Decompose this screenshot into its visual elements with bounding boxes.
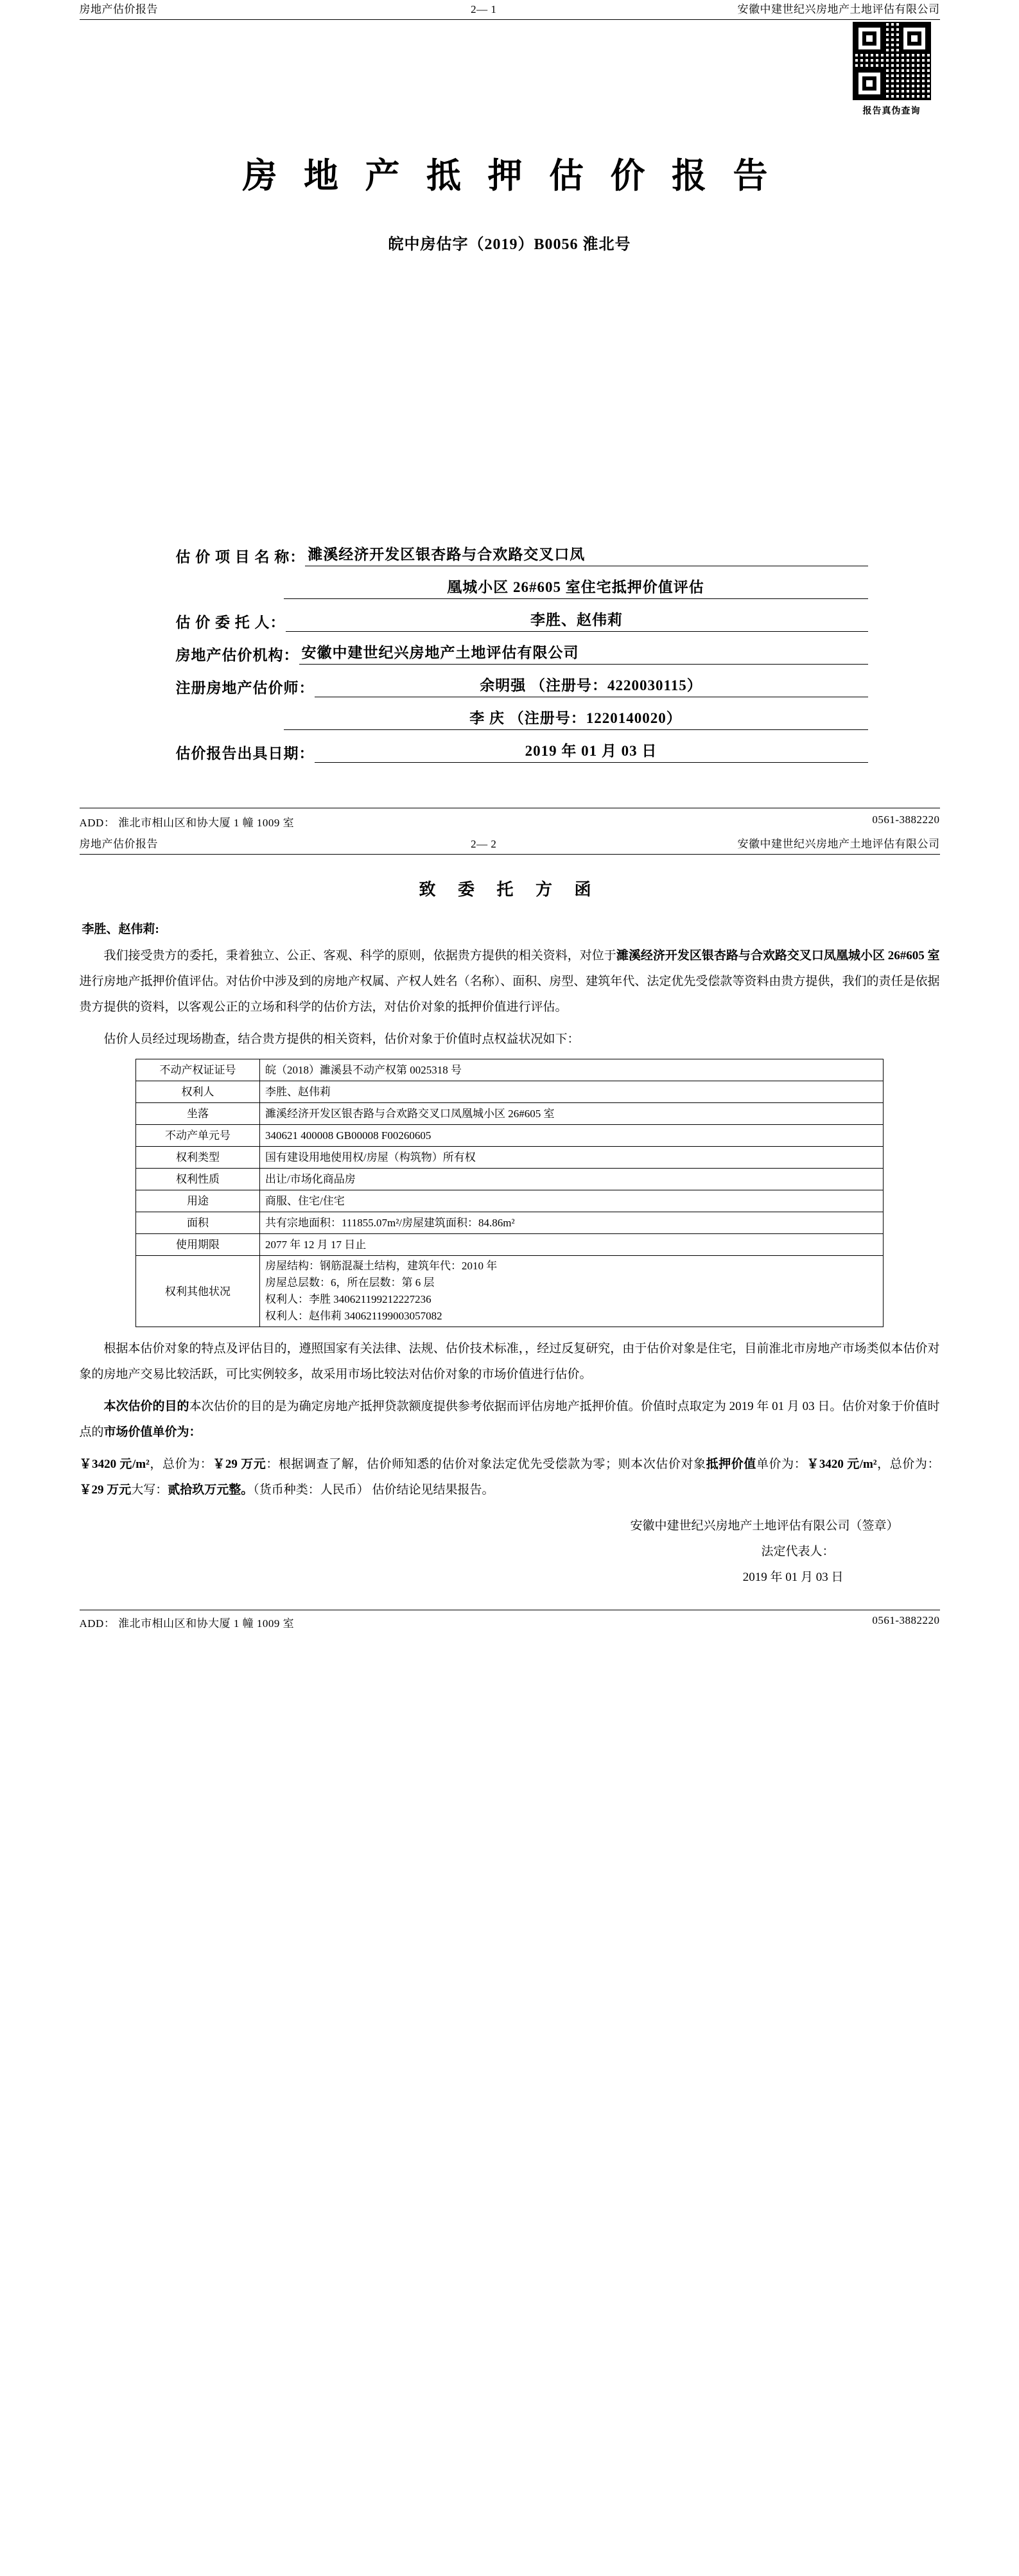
para4-part-a: 本次估价的目的是为确定房地产抵押贷款额度提供参考依据而评估房地产抵押价值。价值时点取定为 2019 年 01 月 03 日。估价对象于价值时点的 — [79, 1400, 940, 1439]
running-head-left: 房地产估价报告 — [79, 3, 158, 15]
field-value: 2019 年 01 月 03 日 — [315, 739, 868, 763]
running-foot-page1 — [80, 808, 940, 830]
running-foot-phone: 0561-3882220 — [872, 814, 940, 826]
table-row — [136, 1059, 884, 1081]
row-key: 权利其他状况 — [136, 1256, 260, 1327]
row-value-line: 房屋结构：钢筋混凝土结构，建筑年代：2010 年 — [265, 1260, 498, 1272]
field-label: 注册房地产估价师： — [175, 680, 315, 696]
field-value: 安徽中建世纪兴房地产土地评估有限公司 — [299, 641, 868, 665]
table-row — [136, 1147, 884, 1169]
paragraph-3: 根据本估价对象的特点及评估目的，遵照国家有关法律、法规、估价技术标准，，经过反复研究，由于估价对象是住宅，目前淮北市房地产市场类似本估价对象的房地产交易比较活跃，可比实例较多，故采用市场比较法对估价对象的市场价值进行估价。 — [79, 1342, 940, 1381]
row-key: 不动产单元号 — [136, 1125, 260, 1147]
para5-mid-2: ：根据调查了解，估价师知悉的估价对象法定优先受偿款为零；则本次估价对象 — [266, 1458, 706, 1471]
running-head-2 — [80, 835, 940, 855]
paragraph-5 — [80, 1452, 940, 1503]
field-label: 估 价 委 托 人： — [175, 614, 286, 631]
para1-part-b: 进行房地产抵押价值评估。对估价中涉及到的房地产权属、产权人姓名（名称）、面积、房型、建筑年代、法定优先受偿款等资料由贵方提供，我们的责任是依据贵方提供的资料，以客观公正的立场和科学的估价方法，对估价对象的抵押价值进行评估。 — [79, 975, 940, 1014]
field-label: 估 价 项 目 名 称： — [175, 549, 306, 565]
row-key: 权利类型 — [136, 1147, 260, 1169]
row-value: 340621 400008 GB00008 F00260605 — [260, 1125, 884, 1147]
field-value: 濉溪经济开发区银杏路与合欢路交叉口凤 — [305, 543, 867, 566]
unit-price-market: ￥3420 元/m² — [79, 1458, 150, 1471]
qr-block — [844, 22, 940, 117]
field-value-cont: 李 庆 （注册号：1220140020） — [284, 706, 868, 730]
row-value: 李胜、赵伟莉 — [260, 1081, 884, 1103]
para1-part-a: 我们接受贵方的委托，秉着独立、公正、客观、科学的原则，依据贵方提供的相关资料，对位于 — [103, 949, 616, 962]
table-row — [136, 1103, 884, 1125]
table-row — [136, 1081, 884, 1103]
table-row — [136, 1190, 884, 1212]
row-value: 国有建设用地使用权/房屋（构筑物）所有权 — [260, 1147, 884, 1169]
para5-tail-b: （货币种类：人民币） 估价结论见结果报告。 — [253, 1483, 494, 1497]
field-label: 估价报告出具日期： — [175, 745, 315, 761]
running-head — [80, 0, 940, 20]
running-head-right: 安徽中建世纪兴房地产土地评估有限公司 — [737, 838, 940, 850]
field-label: 房地产估价机构： — [175, 647, 299, 663]
signature-company: 安徽中建世纪兴房地产土地评估有限公司（签章） — [630, 1519, 899, 1533]
table-row — [136, 1125, 884, 1147]
property-info-table — [135, 1059, 884, 1327]
field-appraisal-agency — [176, 641, 868, 665]
field-project-name — [176, 543, 868, 566]
qr-code-icon[interactable] — [853, 22, 931, 100]
running-foot-page2 — [80, 1610, 940, 1630]
row-key: 权利人 — [136, 1081, 260, 1103]
signature-legal-rep: 法定代表人： — [761, 1545, 835, 1558]
running-foot-phone: 0561-3882220 — [872, 1614, 940, 1626]
row-key: 用途 — [136, 1190, 260, 1212]
letter-title: 致 委 托 方 函 — [419, 880, 600, 899]
field-registered-appraisers — [176, 674, 868, 697]
page-2 — [80, 835, 940, 1630]
field-client — [176, 608, 868, 632]
row-value: 皖（2018）濉溪县不动产权第 0025318 号 — [260, 1059, 884, 1081]
para5-bold-mortgage: 抵押价值 — [706, 1458, 756, 1471]
para4-lead: 本次估价的目的 — [103, 1400, 189, 1413]
field-issue-date — [176, 739, 868, 763]
running-head-page: 2— 2 — [471, 838, 497, 850]
salutation: 李胜、赵伟莉: — [82, 923, 159, 936]
para4-bold: 市场价值单价为： — [103, 1425, 202, 1439]
row-value-line: 权利人：李胜 340621199212227236 — [265, 1293, 431, 1305]
field-registered-appraisers-cont — [176, 706, 868, 730]
row-key: 坐落 — [136, 1103, 260, 1125]
row-key: 不动产权证证号 — [136, 1059, 260, 1081]
document-number: 皖中房估字（2019）B0056 淮北号 — [388, 236, 631, 253]
paragraph-4 — [80, 1394, 940, 1445]
field-value: 余明强 （注册号：4220030115） — [315, 674, 868, 697]
table-row — [136, 1169, 884, 1190]
row-key: 权利性质 — [136, 1169, 260, 1190]
row-value: 濉溪经济开发区银杏路与合欢路交叉口凤凰城小区 26#605 室 — [260, 1103, 884, 1125]
total-price-market: ￥29 万元 — [213, 1458, 266, 1471]
total-price-mortgage: ￥29 万元 — [79, 1483, 132, 1497]
row-value: 共有宗地面积：111855.07m²/房屋建筑面积：84.86m² — [260, 1212, 884, 1234]
page-1 — [80, 0, 940, 830]
qr-caption: 报告真伪查询 — [862, 105, 921, 116]
page-title: 房 地 产 抵 押 估 价 报 告 — [242, 157, 777, 195]
para5-tail-a: 大写： — [131, 1483, 168, 1497]
table-row — [136, 1212, 884, 1234]
para5-mid-1: ，总价为： — [149, 1458, 213, 1471]
row-value: 2077 年 12 月 17 日止 — [260, 1234, 884, 1256]
signature-block — [80, 1513, 940, 1590]
row-value-line: 房屋总层数：6，所在层数：第 6 层 — [265, 1276, 435, 1289]
table-row — [136, 1234, 884, 1256]
cover-fields — [80, 543, 940, 763]
field-value-cont: 凰城小区 26#605 室住宅抵押价值评估 — [284, 575, 868, 599]
amount-in-words: 贰拾玖万元整。 — [168, 1483, 254, 1497]
signature-date: 2019 年 01 月 03 日 — [742, 1571, 844, 1584]
para1-bold-address: 濉溪经济开发区银杏路与合欢路交叉口凤凰城小区 26#605 室 — [616, 949, 940, 962]
para5-mid-4: ，总价为： — [876, 1458, 940, 1471]
row-value: 出让/市场化商品房 — [260, 1169, 884, 1190]
table-row — [136, 1256, 884, 1327]
para5-mid-3: 单价为： — [756, 1458, 807, 1471]
running-head-left: 房地产估价报告 — [79, 838, 158, 850]
row-value: 商服、住宅/住宅 — [260, 1190, 884, 1212]
running-head-right: 安徽中建世纪兴房地产土地评估有限公司 — [737, 3, 940, 15]
paragraph-2: 估价人员经过现场勘查，结合贵方提供的相关资料，估价对象于价值时点权益状况如下： — [103, 1032, 580, 1046]
field-value: 李胜、赵伟莉 — [286, 608, 868, 632]
unit-price-mortgage: ￥3420 元/m² — [806, 1458, 877, 1471]
row-key: 使用期限 — [136, 1234, 260, 1256]
paragraph-1 — [80, 943, 940, 1020]
row-value — [260, 1256, 884, 1327]
running-foot-address: ADD： 淮北市相山区和协大厦 1 幢 1009 室 — [79, 817, 295, 829]
row-key: 面积 — [136, 1212, 260, 1234]
running-head-page: 2— 1 — [471, 3, 497, 15]
field-project-name-cont — [176, 575, 868, 599]
row-value-line: 权利人：赵伟莉 340621199003057082 — [265, 1310, 442, 1322]
qr-corner-icon — [854, 68, 885, 99]
running-foot-address: ADD： 淮北市相山区和协大厦 1 幢 1009 室 — [79, 1617, 295, 1630]
